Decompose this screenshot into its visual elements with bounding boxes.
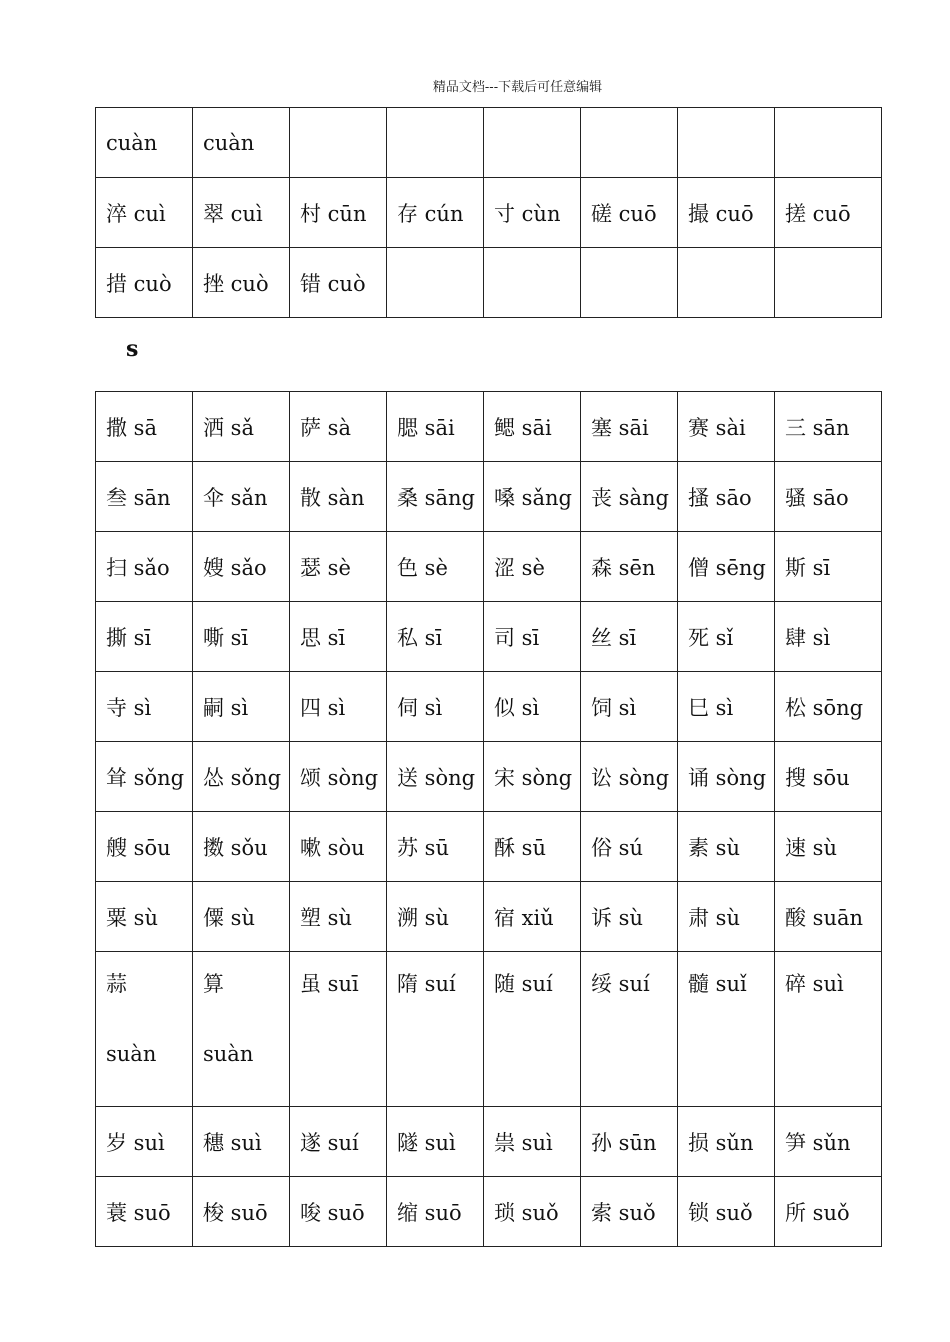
table-cell: 色 sè: [387, 532, 484, 602]
table-cell: 似 sì: [484, 672, 581, 742]
table-cell: 伺 sì: [387, 672, 484, 742]
table-cell: 祟 suì: [484, 1107, 581, 1177]
table-row: [96, 108, 882, 178]
table-cell: 错 cuò: [290, 248, 387, 318]
table-cell: 苏 sū: [387, 812, 484, 882]
table-cell: 挫 cuò: [193, 248, 290, 318]
table-row: [96, 532, 882, 602]
table-cell: 损 sǔn: [678, 1107, 775, 1177]
table-cell: cuàn: [96, 108, 193, 178]
table-cell: 瑟 sè: [290, 532, 387, 602]
table-cell: 思 sī: [290, 602, 387, 672]
table-cell: 琐 suǒ: [484, 1177, 581, 1247]
table-cell: 耸 sǒng: [96, 742, 193, 812]
table-cell: 萨 sà: [290, 392, 387, 462]
table-cell: 溯 sù: [387, 882, 484, 952]
table-cell: 骚 sāo: [775, 462, 882, 532]
table-cell: 肃 sù: [678, 882, 775, 952]
table-cell: [484, 248, 581, 318]
table-cell: 搜 sōu: [775, 742, 882, 812]
table-row: [96, 1107, 882, 1177]
table-cell: 饲 sì: [581, 672, 678, 742]
table-cell: 腮 sāi: [387, 392, 484, 462]
table-cell: 塞 sāi: [581, 392, 678, 462]
table-cell: 送 sòng: [387, 742, 484, 812]
table-cell: 索 suǒ: [581, 1177, 678, 1247]
table-cell: 所 suǒ: [775, 1177, 882, 1247]
table-cell: 涩 sè: [484, 532, 581, 602]
table-cell: 磋 cuō: [581, 178, 678, 248]
table-cell: 遂 suí: [290, 1107, 387, 1177]
pinyin-table-s: [95, 391, 882, 1247]
table-cell: 梭 suō: [193, 1177, 290, 1247]
table-cell: 缩 suō: [387, 1177, 484, 1247]
table-cell: 穗 suì: [193, 1107, 290, 1177]
table-cell: 速 sù: [775, 812, 882, 882]
table-row: [96, 742, 882, 812]
table-cell: 鳃 sāi: [484, 392, 581, 462]
table-cell: 宋 sòng: [484, 742, 581, 812]
table-row: [96, 672, 882, 742]
table-cell: 虽 suī: [290, 952, 387, 1107]
table-cell: 撒 sā: [96, 392, 193, 462]
table-cell: 翠 cuì: [193, 178, 290, 248]
table-cell: 丧 sàng: [581, 462, 678, 532]
table-cell: 酥 sū: [484, 812, 581, 882]
table-cell: 塑 sù: [290, 882, 387, 952]
table-cell: 森 sēn: [581, 532, 678, 602]
table-cell: [581, 248, 678, 318]
table-cell: 嗽 sòu: [290, 812, 387, 882]
table-cell: 三 sān: [775, 392, 882, 462]
table-cell: 叁 sān: [96, 462, 193, 532]
table-cell: 赛 sài: [678, 392, 775, 462]
table-cell: [581, 108, 678, 178]
table-cell: 死 sǐ: [678, 602, 775, 672]
table-cell: [387, 248, 484, 318]
table-cell: 孙 sūn: [581, 1107, 678, 1177]
table-cell: 寺 sì: [96, 672, 193, 742]
table-row: [96, 882, 882, 952]
table-cell: 撕 sī: [96, 602, 193, 672]
table-cell: [387, 108, 484, 178]
table-row: [96, 602, 882, 672]
table-cell: 诉 sù: [581, 882, 678, 952]
table-cell: 锁 suǒ: [678, 1177, 775, 1247]
table-cell: 岁 suì: [96, 1107, 193, 1177]
table-cell: 怂 sǒng: [193, 742, 290, 812]
table-cell: 寸 cùn: [484, 178, 581, 248]
table-cell: 绥 suí: [581, 952, 678, 1107]
table-cell: 嗣 sì: [193, 672, 290, 742]
page-header: 精品文档---下载后可任意编辑: [432, 80, 603, 95]
table-cell: 颂 sòng: [290, 742, 387, 812]
table-cell: 蓑 suō: [96, 1177, 193, 1247]
table-cell: 存 cún: [387, 178, 484, 248]
table-row: [96, 178, 882, 248]
table-row: [96, 812, 882, 882]
table-cell: 淬 cuì: [96, 178, 193, 248]
table-cell: 桑 sāng: [387, 462, 484, 532]
table-cell: [290, 108, 387, 178]
table-cell: 蒜 suàn: [96, 952, 193, 1107]
table-cell: 笋 sǔn: [775, 1107, 882, 1177]
table-cell: 讼 sòng: [581, 742, 678, 812]
table-row: [96, 392, 882, 462]
table-cell: [484, 108, 581, 178]
table-cell: 斯 sī: [775, 532, 882, 602]
table-cell: [775, 248, 882, 318]
table-cell: 唆 suō: [290, 1177, 387, 1247]
table-cell: [678, 248, 775, 318]
table-cell: 碎 suì: [775, 952, 882, 1107]
table-cell: 村 cūn: [290, 178, 387, 248]
table-cell: 擞 sǒu: [193, 812, 290, 882]
table-cell: 巳 sì: [678, 672, 775, 742]
table-cell: 散 sàn: [290, 462, 387, 532]
table-cell: 措 cuò: [96, 248, 193, 318]
table-cell: 僳 sù: [193, 882, 290, 952]
table-cell: 宿 xiǔ: [484, 882, 581, 952]
table-cell: 扫 sǎo: [96, 532, 193, 602]
table-cell: 算 suàn: [193, 952, 290, 1107]
table-cell: 司 sī: [484, 602, 581, 672]
table-cell: [678, 108, 775, 178]
table-cell: 隧 suì: [387, 1107, 484, 1177]
pinyin-table-c: [95, 107, 882, 318]
table-cell: 嫂 sǎo: [193, 532, 290, 602]
table-cell: 粟 sù: [96, 882, 193, 952]
table-cell: 酸 suān: [775, 882, 882, 952]
table-cell: 私 sī: [387, 602, 484, 672]
table-row: [96, 462, 882, 532]
table-cell: 嗓 sǎng: [484, 462, 581, 532]
table-row: [96, 248, 882, 318]
table-cell: 俗 sú: [581, 812, 678, 882]
table-cell: 洒 sǎ: [193, 392, 290, 462]
section-letter: s: [126, 336, 139, 362]
table-cell: 搓 cuō: [775, 178, 882, 248]
table-cell: 素 sù: [678, 812, 775, 882]
table-cell: 伞 sǎn: [193, 462, 290, 532]
table-cell: 松 sōng: [775, 672, 882, 742]
table-row: [96, 952, 882, 1107]
table-cell: 隋 suí: [387, 952, 484, 1107]
table-cell: 四 sì: [290, 672, 387, 742]
table-cell: [775, 108, 882, 178]
table-cell: 搔 sāo: [678, 462, 775, 532]
table-cell: 髓 suǐ: [678, 952, 775, 1107]
table-cell: 僧 sēng: [678, 532, 775, 602]
table-row: [96, 1177, 882, 1247]
table-cell: 嘶 sī: [193, 602, 290, 672]
table-cell: 丝 sī: [581, 602, 678, 672]
table-cell: 诵 sòng: [678, 742, 775, 812]
table-cell: cuàn: [193, 108, 290, 178]
table-cell: 撮 cuō: [678, 178, 775, 248]
table-cell: 随 suí: [484, 952, 581, 1107]
table-cell: 肆 sì: [775, 602, 882, 672]
table-cell: 艘 sōu: [96, 812, 193, 882]
